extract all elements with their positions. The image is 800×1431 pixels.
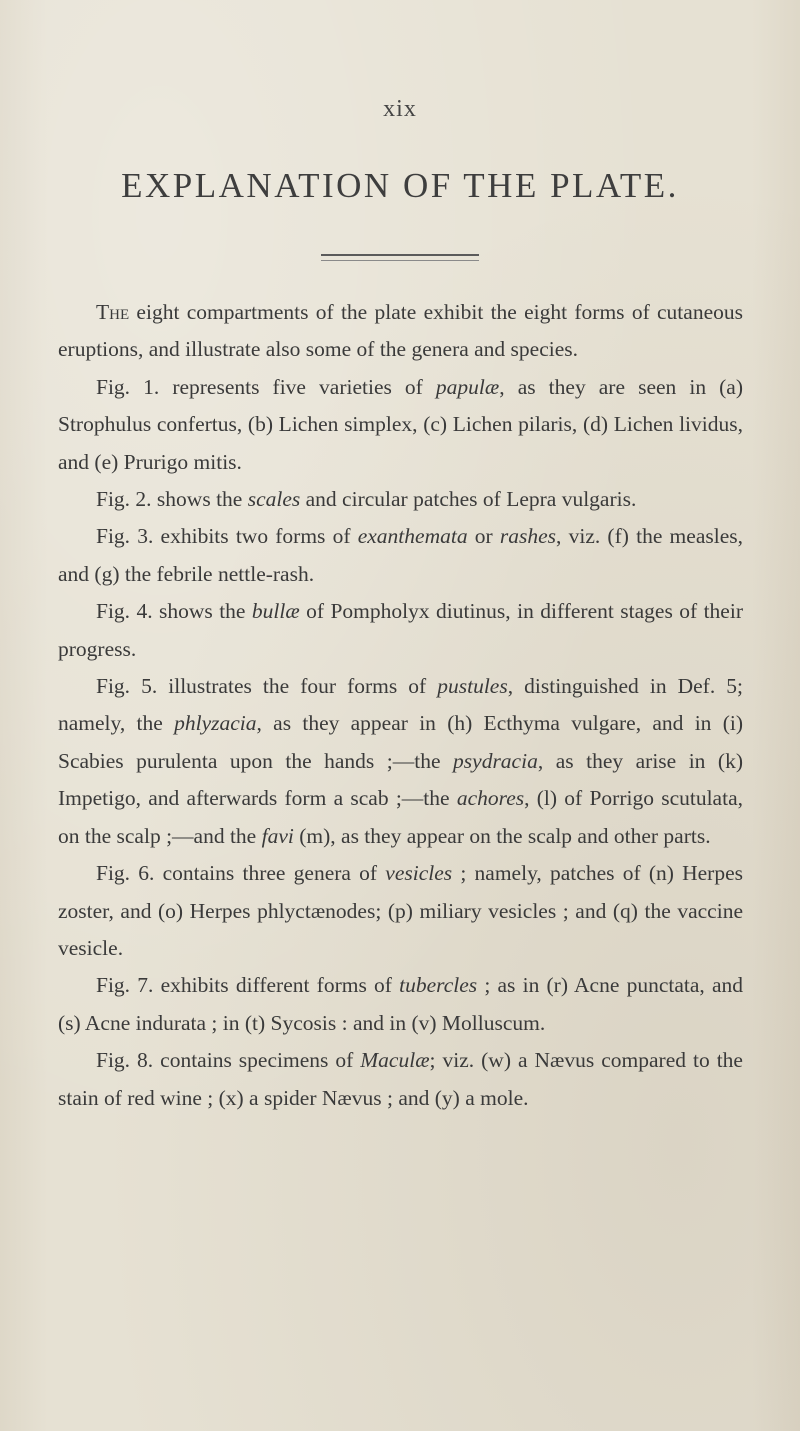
italic-term: Maculæ bbox=[360, 1048, 430, 1073]
text-segment: of Pompholyx diutinus, in different stages of their progress. bbox=[58, 599, 743, 661]
text-segment: Fig. 6. contains three genera of bbox=[96, 861, 386, 886]
text-segment: or bbox=[467, 524, 500, 549]
text-segment: , as they arise in (k) Impetigo, and afterwards form a scab ;—the bbox=[58, 748, 743, 811]
italic-term: bullæ bbox=[251, 599, 300, 624]
text-segment: , (l) of Porrigo scutulata, on the scalp ;—and the bbox=[58, 786, 743, 848]
text-segment: Fig. 8. contains specimens of bbox=[96, 1048, 361, 1073]
text-segment: eight compartments of the plate exhibit the eight forms of cutaneous eruptions, and illustrate also some of the genera and species. bbox=[58, 300, 743, 362]
italic-term: psydracia bbox=[453, 748, 538, 773]
text-segment: , viz. (f) the measles, and (g) the febrile nettle-rash. bbox=[58, 524, 743, 586]
paragraph bbox=[58, 855, 743, 967]
text-segment: ; as in (r) Acne punctata, and (s) Acne indurata ; in (t) Sycosis : and in (v) Molluscum. bbox=[58, 973, 743, 1035]
italic-term: tubercles bbox=[399, 973, 478, 998]
paragraph bbox=[58, 481, 743, 518]
text-segment: , as they are seen in (a) Strophulus confertus, (b) Lichen simplex, (c) Lichen pilaris, (d) Lichen lividus, and (e) Prurigo mitis. bbox=[58, 374, 743, 474]
text-segment: ; viz. (w) a Nævus compared to the stain of red wine ; (x) a spider Nævus ; and (y) a mole. bbox=[58, 1048, 743, 1110]
italic-term: scales bbox=[247, 487, 301, 512]
text-segment: Fig. 2. shows the bbox=[96, 487, 248, 512]
text-segment: ; namely, patches of (n) Herpes zoster, and (o) Herpes phlyctænodes; (p) miliary vesicles ; and (q) the vaccine vesicle. bbox=[58, 861, 743, 960]
paragraph bbox=[58, 967, 743, 1042]
body-text bbox=[58, 294, 743, 1117]
paragraph bbox=[58, 294, 743, 369]
page-number: xix bbox=[383, 96, 417, 122]
paragraph bbox=[58, 369, 743, 481]
text-segment: Fig. 4. shows the bbox=[96, 599, 252, 624]
italic-term: rashes bbox=[499, 524, 557, 549]
paragraph bbox=[58, 593, 743, 668]
italic-term: favi bbox=[261, 823, 294, 848]
page-title: EXPLANATION OF THE PLATE. bbox=[121, 166, 679, 205]
italic-term: achores bbox=[456, 786, 525, 811]
italic-term: exanthemata bbox=[357, 524, 468, 549]
italic-term: vesicles bbox=[385, 861, 453, 886]
paragraph bbox=[58, 668, 743, 855]
text-segment: and circular patches of Lepra vulgaris. bbox=[300, 487, 637, 512]
italic-term: papulæ bbox=[435, 374, 500, 399]
text-segment: , as they appear in (h) Ecthyma vulgare, and in (i) Scabies purulenta upon the hands ;—the bbox=[58, 711, 743, 773]
italic-term: pustules bbox=[437, 674, 508, 699]
paragraph bbox=[58, 1042, 743, 1117]
text-segment: Fig. 3. exhibits two forms of bbox=[96, 524, 358, 549]
paragraph bbox=[58, 518, 743, 593]
text-segment: Fig. 5. illustrates the four forms of bbox=[96, 674, 438, 699]
text-segment: Fig. 7. exhibits different forms of bbox=[96, 973, 400, 998]
title-rule bbox=[321, 254, 479, 261]
text-segment: Fig. 1. represents five varieties of bbox=[96, 374, 436, 399]
lead-in-word: The bbox=[96, 300, 130, 324]
text-segment: (m), as they appear on the scalp and other parts. bbox=[293, 823, 711, 848]
italic-term: phlyzacia bbox=[174, 711, 257, 736]
text-segment: , distinguished in Def. 5; namely, the bbox=[58, 674, 743, 736]
